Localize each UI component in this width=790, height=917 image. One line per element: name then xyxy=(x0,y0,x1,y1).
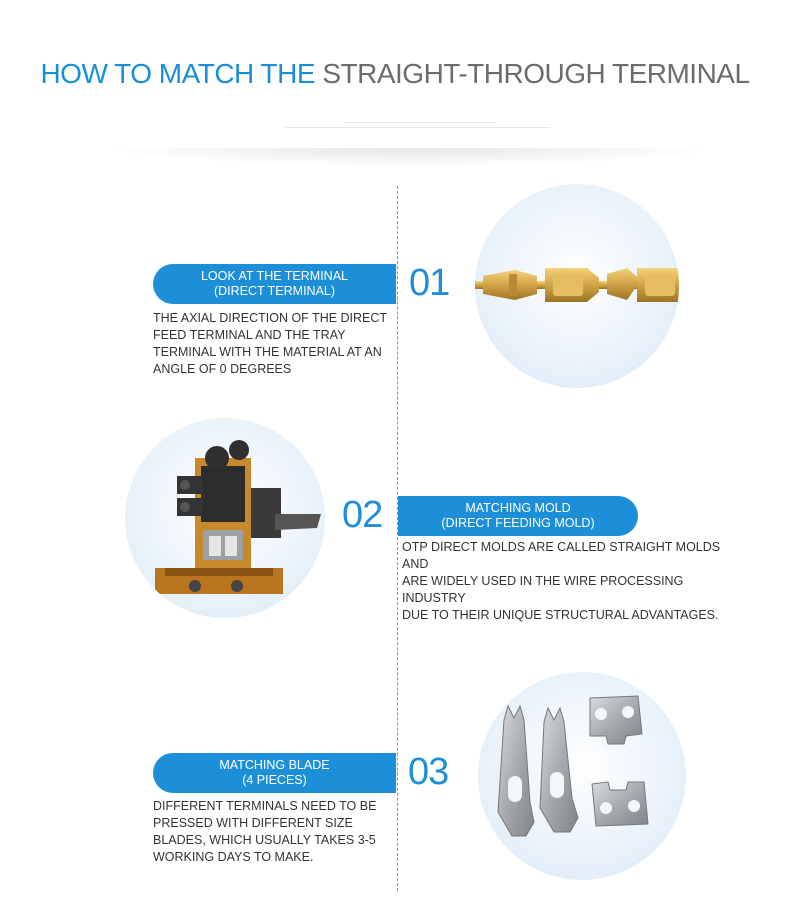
step-02-mold-image xyxy=(125,418,325,618)
step-02-number: 02 xyxy=(342,494,383,536)
step-01-pill-title: LOOK AT THE TERMINAL xyxy=(200,269,349,283)
step-03-pill xyxy=(153,753,396,793)
step-03-desc-line: PRESSED WITH DIFFERENT SIZE xyxy=(153,816,353,830)
step-03-number: 03 xyxy=(408,751,449,793)
page-title xyxy=(0,58,790,90)
title-blue-part: HOW TO MATCH THE xyxy=(40,58,316,89)
step-01-desc-line: THE AXIAL DIRECTION OF THE DIRECT xyxy=(153,311,388,325)
step-03-pill-title: MATCHING BLADE xyxy=(219,758,330,772)
brass-terminal-strip-icon xyxy=(475,184,679,388)
header-divider-shadow xyxy=(110,148,710,166)
step-03-desc-line: BLADES, WHICH USUALLY TAKES 3-5 xyxy=(153,833,376,847)
step-01-number: 01 xyxy=(409,262,450,304)
step-03-description xyxy=(153,798,393,866)
step-03-desc-line: DIFFERENT TERMINALS NEED TO BE xyxy=(153,799,377,813)
step-01-pill-subtitle: (DIRECT TERMINAL) xyxy=(213,284,336,298)
step-01-terminal-image xyxy=(475,184,679,388)
step-02-pill-title: MATCHING MOLD xyxy=(465,501,571,515)
step-02-pill-subtitle: (DIRECT FEEDING MOLD) xyxy=(441,516,595,530)
step-02-desc-line: DUE TO THEIR UNIQUE STRUCTURAL ADVANTAGES. xyxy=(402,608,719,622)
step-01-desc-line: TERMINAL WITH THE MATERIAL AT AN xyxy=(153,345,382,359)
step-03-pill-subtitle: (4 PIECES) xyxy=(242,773,307,787)
step-03-blades-image xyxy=(478,672,686,880)
title-gray-part: STRAIGHT-THROUGH TERMINAL xyxy=(322,58,750,89)
direct-feeding-mold-icon xyxy=(125,418,325,618)
step-01-description xyxy=(153,310,393,378)
step-02-desc-line: ARE WIDELY USED IN THE WIRE PROCESSING INDUSTRY xyxy=(402,574,684,605)
steel-blades-icon xyxy=(478,672,686,880)
step-02-pill xyxy=(398,496,638,536)
step-01-desc-line: ANGLE OF 0 DEGREES xyxy=(153,362,292,376)
faint-subtitle-line xyxy=(285,121,550,131)
timeline-dashed-line xyxy=(397,186,398,891)
step-01-desc-line: FEED TERMINAL AND THE TRAY xyxy=(153,328,346,342)
step-03-desc-line: WORKING DAYS TO MAKE. xyxy=(153,850,314,864)
step-01-pill xyxy=(153,264,396,304)
step-02-description xyxy=(402,539,747,624)
step-02-desc-line: OTP DIRECT MOLDS ARE CALLED STRAIGHT MOLDS AND xyxy=(402,540,721,571)
